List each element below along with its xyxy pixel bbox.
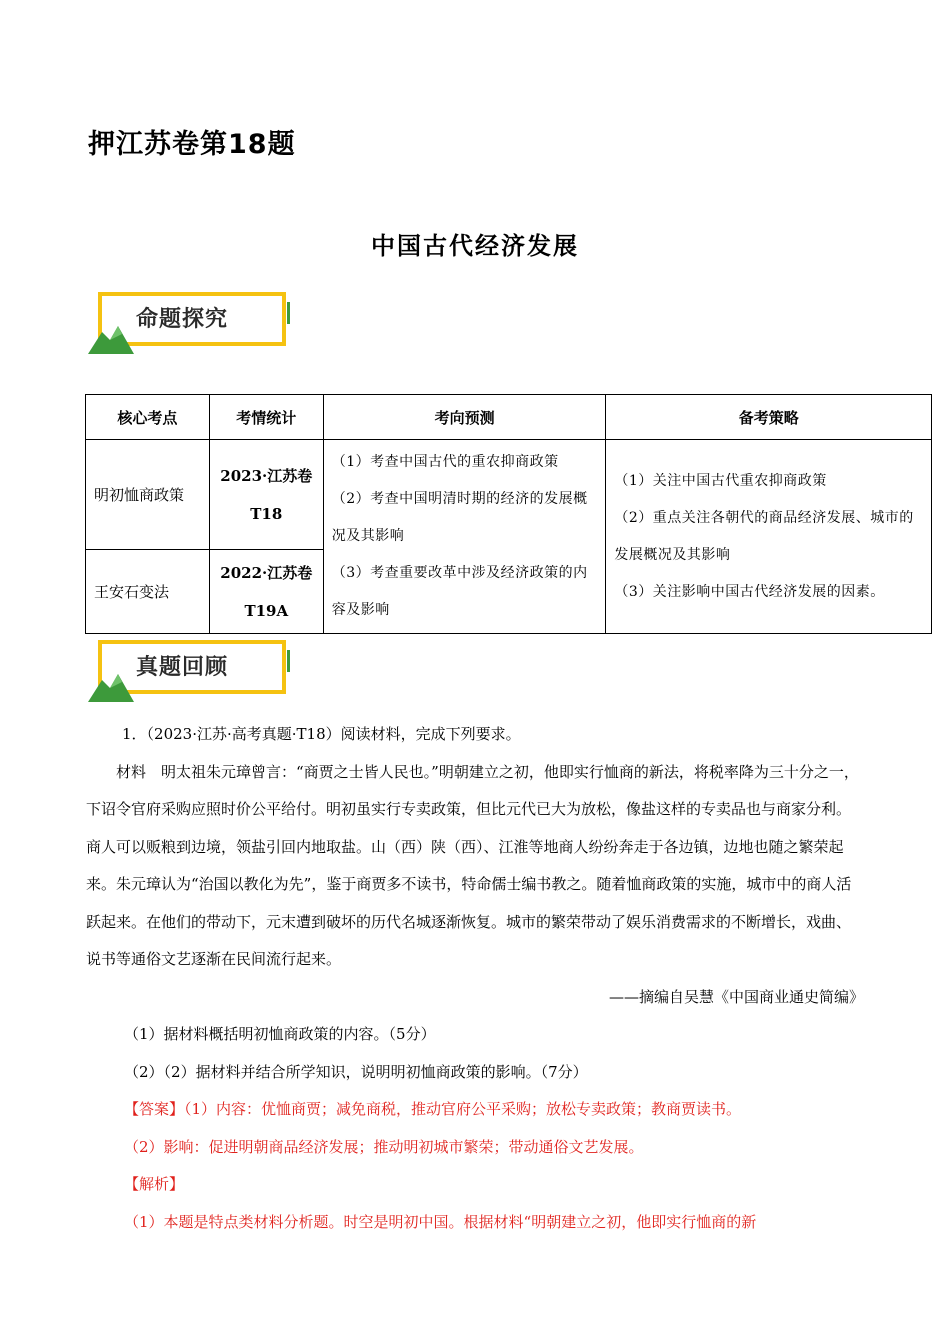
strategy-item: （2）重点关注各朝代的商品经济发展、城市的发展概况及其影响: [614, 509, 914, 563]
prediction-item: （2）考查中国明清时期的经济的发展概况及其影响: [331, 491, 588, 544]
material-text: 材料 明太祖朱元璋曾言：“商贾之士皆人民也。”明朝建立之初，他即实行恤商的新法，将税率降为三十分之一，下诏令官府采购应照时价公平给付。明初虽实行专卖政策，但比元代已大为放松，像盐这样的专卖品也与商家分利。商人可以贩粮到边境，领盐引回内地取盐。山（西）陕（西）、江淮等地商人纷纷奔走于各边镇，边地也随之繁荣起来。朱元璋认为“治国以教化为先”，鉴于商贾多不读书，特命儒士编书教之。随着恤商政策的实施，城市中的商人活跃起来。在他们的带动下，元末遭到破坏的历代名城逐渐恢复。城市的繁荣带动了娱乐消费需求的不断增长，戏曲、说书等通俗文艺逐渐在民间流行起来。: [86, 762, 859, 968]
answer-part-1: 【答案】（1）内容：优恤商贾；减免商税，推动官府公平采购；放松专卖政策；教商贾读书。: [124, 1100, 742, 1118]
section-label: 真题回顾: [136, 655, 229, 680]
stat-line: T19A: [244, 601, 289, 620]
analysis-label: 【解析】: [124, 1175, 185, 1193]
mountain-icon: [88, 666, 138, 702]
sub-question-2: （2）（2）据材料并结合所学知识，说明明初恤商政策的影响。（7分）: [124, 1062, 588, 1081]
stat-line: T18: [250, 504, 283, 523]
page-title: 押江苏卷第18题: [88, 129, 296, 160]
table-header: 备考策略: [606, 395, 932, 440]
prediction-item: （3）考查重要改革中涉及经济政策的内容及影响: [331, 565, 588, 618]
section-banner-review: [88, 638, 298, 708]
overview-table: [85, 394, 932, 634]
section-banner-exploration: [88, 290, 298, 360]
section-label: 命题探究: [136, 307, 229, 332]
answer-part-2: （2）影响：促进明朝商品经济发展；推动明初城市繁荣；带动通俗文艺发展。: [124, 1137, 644, 1156]
strategy-item: （1）关注中国古代重农抑商政策: [614, 472, 827, 489]
question-intro: 1．（2023·江苏·高考真题·T18）阅读材料，完成下列要求。: [122, 725, 521, 743]
table-header-row: [86, 395, 932, 440]
table-header: 考情统计: [209, 395, 323, 440]
stat-cell: [209, 440, 323, 550]
strategy-item: （3）关注影响中国古代经济发展的因素。: [614, 583, 885, 600]
prediction-cell: [323, 440, 606, 634]
sub-question-1: （1）据材料概括明初恤商政策的内容。（5分）: [124, 1025, 436, 1043]
table-header: 考向预测: [323, 395, 606, 440]
table-header: 核心考点: [86, 395, 210, 440]
stat-line: 2023·江苏卷: [220, 466, 313, 485]
stat-cell: [209, 550, 323, 634]
page-subtitle: 中国古代经济发展: [371, 232, 579, 260]
table-row: [86, 440, 932, 550]
topic-cell: 明初恤商政策: [86, 440, 210, 550]
analysis-part-1: （1）本题是特点类材料分析题。时空是明初中国。根据材料“明朝建立之初，他即实行恤商的新: [124, 1212, 757, 1231]
topic-cell: 王安石变法: [86, 550, 210, 634]
prediction-item: （1）考查中国古代的重农抑商政策: [331, 454, 559, 470]
material-source: ——摘编自吴慧《中国商业通史简编》: [608, 987, 864, 1006]
stat-line: 2022·江苏卷: [220, 563, 313, 582]
question-block: [86, 716, 864, 1241]
strategy-cell: [606, 440, 932, 634]
mountain-icon: [88, 318, 138, 354]
